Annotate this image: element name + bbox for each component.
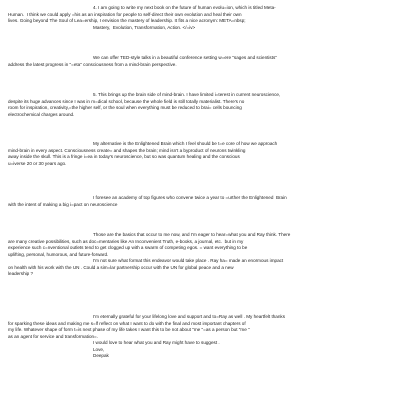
paragraph-basics: on health with his work with the UN . Could a sim=lar partnership occur with the UN for global peace and a new <box>8 264 234 270</box>
paragraph-enlightened-brain: My alternative is the Enlightened Brain which I feel should be t=e core of how we approach <box>93 141 278 146</box>
paragraph-basics: I'm not sure what format this endeavor would take place . Ray ha= made an enormous impact <box>93 258 284 263</box>
paragraph-brain-side: 5. This brings up the brain side of mind-brain. I have limited i=terest in current neuroscience, <box>93 92 281 97</box>
paragraph-ted-talks: address the latest progress in "=eta" consciousness from a mind-brain perspective. <box>8 61 177 67</box>
paragraph-gratitude: I'm eternally grateful for your lifelong love and support and to=Ray as well . My heartfelt thanks <box>93 314 285 319</box>
paragraph-meta-human-book: Human. I think we could apply =his as an inspiration for people to self-direct their own evolution and heal their own <box>8 11 242 17</box>
paragraph-basics: uplifting, personal, humorous, and future-forward. <box>8 251 109 257</box>
paragraph-meta-human-book: 4. I am going to write my next book on the future of human evolu=ion, which is titled Meta- <box>93 5 276 10</box>
paragraph-meta-human-book: Mastery, Evolution, Transformation, Action. </=iv> <box>93 24 196 30</box>
paragraph-academy: I foresee an academy of top figures who convene twice a year to =urther the Enlightened Brain <box>93 195 287 200</box>
paragraph-basics: leadership ? <box>8 271 34 276</box>
signature-name: Deepak <box>93 353 109 358</box>
closing-salutation: Love, <box>93 346 105 352</box>
paragraph-academy: with the intent of making a big i=pact on neuroscience <box>8 201 118 207</box>
paragraph-enlightened-brain: away inside the skull. This is a fringe i=ea in today's neuroscience, but so was quantum healing and the conscious <box>8 154 240 159</box>
paragraph-basics: experience such c=nventional outlets tend to get clogged up with a swarm of competing egos. = want everything to be <box>8 245 248 250</box>
paragraph-enlightened-brain: u=iverse 20 or 30 years ago. <box>8 160 67 166</box>
paragraph-enlightened-brain: mind-brain in every aspect. Consciousness create= and shapes the brain; mind isn't a byproduct of neurons twinkling <box>8 147 246 153</box>
paragraph-brain-side: despite its huge advances since I was in m=dical school, because the whole field is still totally materialist. There's no <box>8 98 245 104</box>
paragraph-basics: Those are the basics that occur to me now, and I'm eager to hear=what you and Ray think. There <box>93 232 291 237</box>
paragraph-brain-side: electrochemical charges around. <box>8 111 75 117</box>
paragraph-gratitude: I would love to hear what you and Ray might have to suggest . <box>93 340 220 345</box>
paragraph-basics: are many creative possibilities, such as doc=mentaries like An Inconvenient Truth, e-books, a journal, etc. but in my <box>8 238 244 244</box>
paragraph-meta-human-book: lives. Going beyond The Soul of Lea=ership, I envision the mastery of leadership. It fits a nice acronym: META=nbsp; <box>8 18 246 23</box>
paragraph-brain-side: room for inspiration, creativity,=the higher self, or the soul when everything must be reduced to brai= cells bouncing <box>8 105 242 110</box>
paragraph-ted-talks: We can offer TED-style talks in a beautiful conference setting w=ere "sages and scientists" <box>93 55 277 60</box>
paragraph-gratitude: for sparking these ideas and making me s=lf reflect on what I want to do with the final and most important chapters of <box>8 320 246 326</box>
paragraph-gratitude: my life. Whatever shape of form t=is next phase of my life takes I want this to be not about "me "=as a person but "me " <box>8 327 250 332</box>
paragraph-gratitude: as an agent for service and transformation=. <box>8 333 99 339</box>
